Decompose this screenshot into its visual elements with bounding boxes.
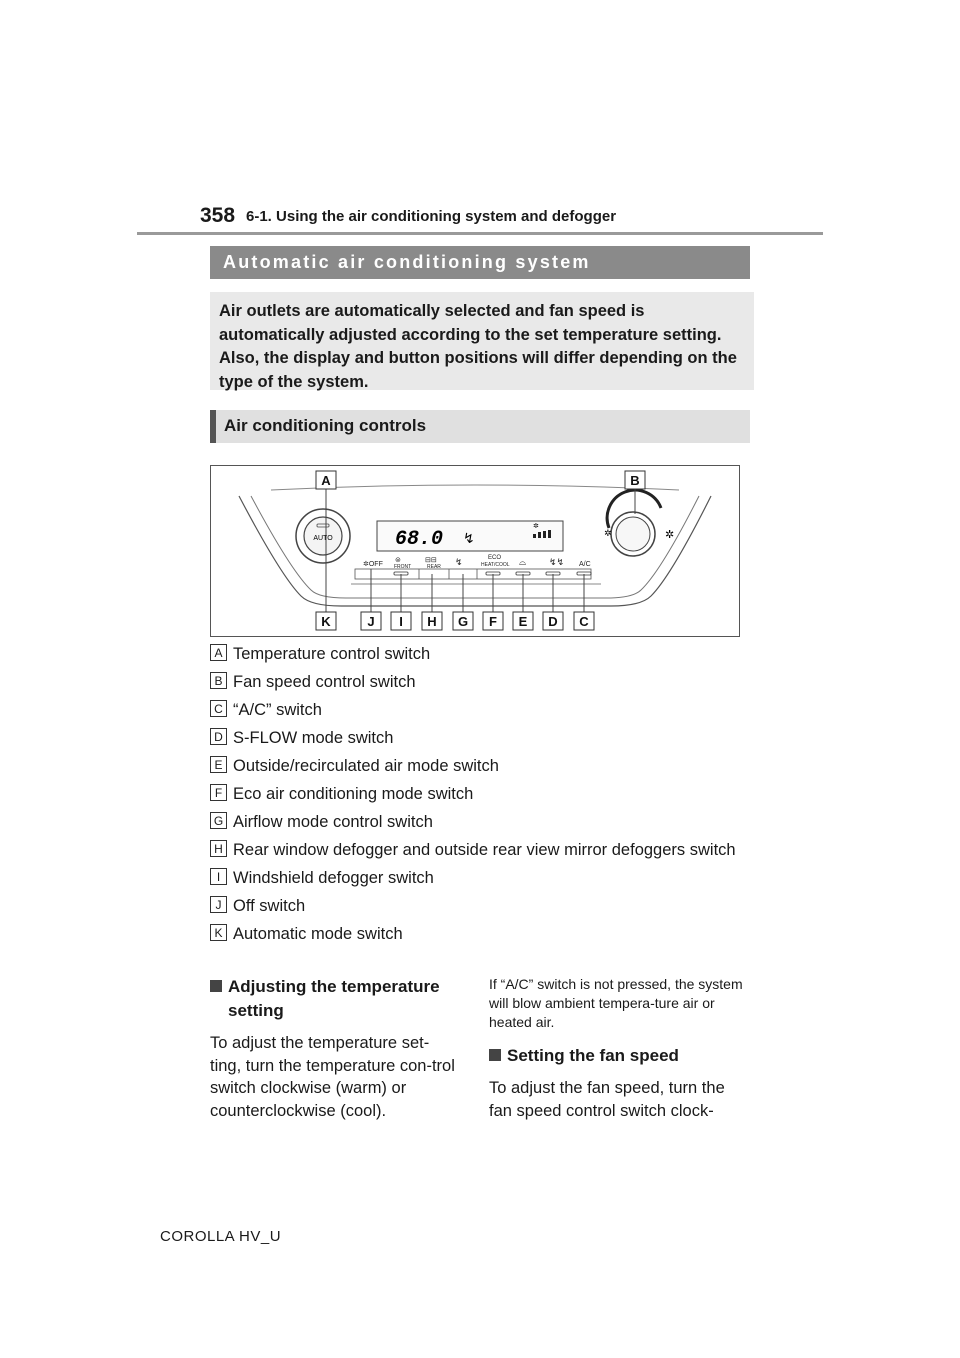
callout-k: [316, 612, 336, 630]
display-temperature: 68.0: [395, 528, 444, 551]
svg-text:B: B: [630, 473, 640, 488]
legend-text: S-FLOW mode switch: [233, 729, 394, 747]
rear-label: REAR: [427, 564, 441, 570]
legend-key: K: [210, 924, 227, 941]
rear-defog-icon: ⊟⊟: [425, 557, 437, 564]
legend-key: A: [210, 644, 227, 661]
auto-label: AUTO: [313, 535, 333, 542]
legend-key: B: [210, 672, 227, 689]
right-column: [489, 975, 751, 1122]
controls-figure: [210, 465, 740, 637]
legend-text: Rear window defogger and outside rear view mirror defoggers switch: [233, 841, 736, 859]
intro-text: Air outlets are automatically selected and fan speed is automatically adjusted according to the set temperature setting. Also, the display and button positions will differ depending on the type of the system.: [219, 302, 737, 391]
callout-j: [361, 612, 381, 630]
callout-g: [453, 612, 473, 630]
legend-item: [210, 867, 770, 889]
svg-text:H: H: [427, 614, 437, 629]
legend-key: G: [210, 812, 227, 829]
legend-item: [210, 783, 770, 805]
legend-item: [210, 699, 770, 721]
s-flow-icon: ↯↯: [549, 557, 565, 567]
legend-text: Outside/recirculated air mode switch: [233, 757, 499, 775]
callout-h: [422, 612, 442, 630]
callout-f: [483, 612, 503, 630]
legend-text: Automatic mode switch: [233, 925, 403, 943]
recirculate-icon: ⌓: [519, 557, 527, 567]
svg-text:C: C: [579, 614, 589, 629]
callout-d: [543, 612, 563, 630]
control-panel-illustration: [211, 466, 739, 636]
callout-a: [316, 471, 336, 489]
fan-high-icon: ✲: [665, 528, 675, 541]
airflow-mode-icon: ↯: [455, 557, 463, 567]
windshield-defog-icon: ⊜: [395, 557, 401, 564]
front-label: FRONT: [394, 564, 412, 570]
legend-item: [210, 727, 770, 749]
ac-label: A/C: [579, 561, 591, 568]
climate-display: [377, 521, 563, 551]
square-bullet-icon: [210, 980, 222, 992]
legend-key: C: [210, 700, 227, 717]
eco-label: ECO: [488, 555, 502, 561]
banner-title: Automatic air conditioning system: [223, 252, 591, 272]
section-banner: [210, 246, 750, 279]
temperature-knob: [296, 509, 350, 563]
legend-item: [210, 811, 770, 833]
header-rule: [137, 232, 823, 235]
callout-b: [625, 471, 645, 489]
callout-c: [574, 612, 594, 630]
off-label: ✲OFF: [363, 561, 383, 568]
svg-text:D: D: [548, 614, 558, 629]
callout-i: [391, 612, 411, 630]
legend-text: Windshield defogger switch: [233, 869, 434, 887]
svg-text:J: J: [367, 614, 375, 629]
subheading-box: [210, 410, 750, 443]
legend-key: I: [210, 868, 227, 885]
legend-text: “A/C” switch: [233, 701, 322, 719]
legend-item: [210, 895, 770, 917]
legend-key: D: [210, 728, 227, 745]
callout-e: [513, 612, 533, 630]
svg-text:I: I: [399, 614, 403, 629]
page-footer: COROLLA HV_U: [160, 1228, 282, 1245]
legend-key: H: [210, 840, 227, 857]
fan-speed-body: To adjust the fan speed, turn the fan speed control switch clock-: [489, 1079, 725, 1120]
legend-item: [210, 923, 770, 945]
leader-lines: [326, 488, 635, 616]
legend-text: Airflow mode control switch: [233, 813, 433, 831]
temperature-body: To adjust the temperature set-ting, turn the temperature con-trol switch clockwise (warm) or counterclockwise (cool).: [210, 1034, 455, 1120]
legend-key: J: [210, 896, 227, 913]
subheading-title: Air conditioning controls: [224, 416, 427, 435]
legend-item: [210, 755, 770, 777]
svg-text:E: E: [518, 614, 528, 629]
fan-speed-heading: Setting the fan speed: [489, 1044, 751, 1068]
ac-note: If “A/C” switch is not pressed, the system will blow ambient tempera-ture air or heated air.: [489, 976, 743, 1030]
legend-text: Off switch: [233, 897, 306, 915]
section-title: 6-1. Using the air conditioning system and defogger: [246, 208, 617, 225]
heat-cool-label: HEAT/COOL: [481, 562, 510, 568]
svg-text:K: K: [321, 614, 331, 629]
legend-item: [210, 643, 770, 665]
airflow-display-icon: ↯: [463, 531, 475, 547]
legend-list: [210, 643, 770, 951]
svg-text:G: G: [457, 614, 469, 629]
left-column: [210, 975, 460, 1122]
legend-item: [210, 671, 770, 693]
legend-key: F: [210, 784, 227, 801]
display-fan-icon: ✲: [533, 522, 539, 530]
fan-speed-knob: [604, 490, 674, 556]
button-row: [355, 555, 591, 579]
temperature-heading: Adjusting the temperature setting: [210, 975, 460, 1023]
legend-text: Eco air conditioning mode switch: [233, 785, 474, 803]
legend-text: Temperature control switch: [233, 645, 431, 663]
legend-item: [210, 839, 770, 861]
square-bullet-icon: [489, 1049, 501, 1061]
legend-text: Fan speed control switch: [233, 673, 416, 691]
intro-box: [210, 292, 754, 390]
page-number: 358: [200, 204, 236, 227]
svg-text:A: A: [321, 473, 331, 488]
svg-text:F: F: [489, 614, 497, 629]
fan-low-icon: ✲: [604, 529, 612, 539]
legend-key: E: [210, 756, 227, 773]
subheading-bar: [210, 410, 216, 443]
